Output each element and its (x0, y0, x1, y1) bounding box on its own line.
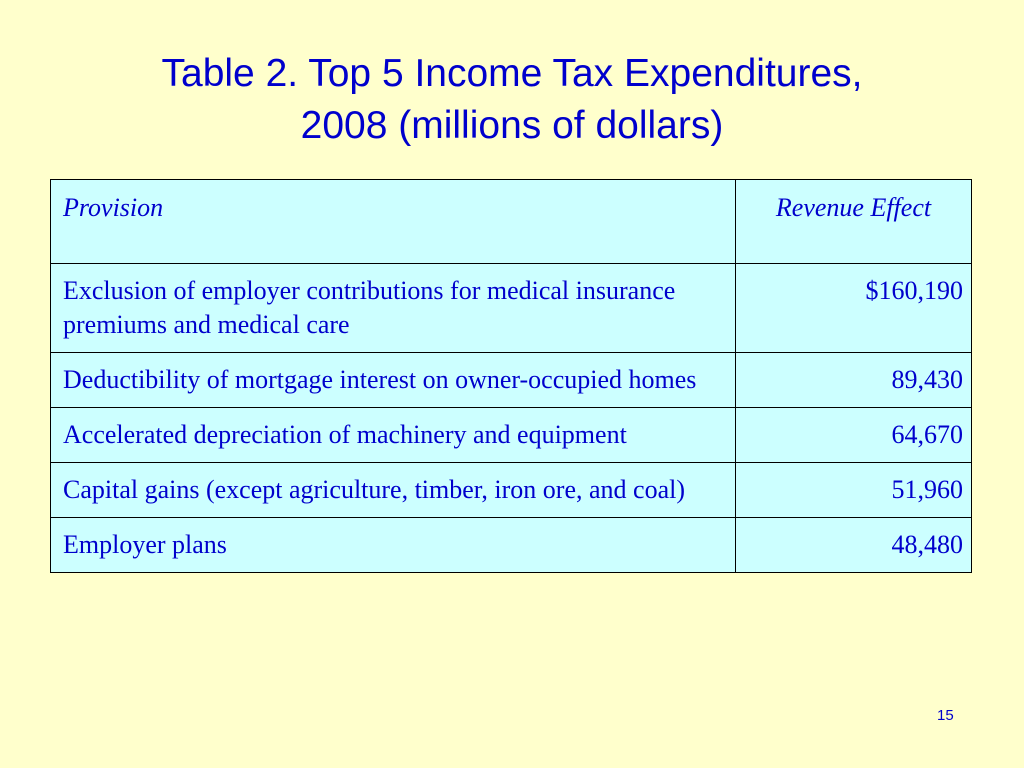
slide-title-line-2: 2008 (millions of dollars) (300, 104, 724, 147)
table-row (51, 353, 972, 408)
row-revenue-effect: 89,430 (736, 353, 972, 408)
row-provision: Accelerated depreciation of machinery and equipment (51, 408, 736, 463)
slide-title (0, 48, 1024, 152)
row-revenue-effect: $160,190 (736, 264, 972, 353)
slide-title-line-1: Table 2. Top 5 Income Tax Expenditures, (161, 52, 863, 95)
table-row (51, 463, 972, 518)
slide-number: 15 (937, 707, 954, 724)
row-revenue-effect: 51,960 (736, 463, 972, 518)
table-row (51, 264, 972, 353)
row-revenue-effect: 48,480 (736, 518, 972, 573)
header-provision: Provision (51, 180, 736, 264)
header-revenue-effect: Revenue Effect (736, 180, 972, 264)
row-provision: Exclusion of employer contributions for medical insurance premiums and medical care (51, 264, 736, 353)
table-row (51, 408, 972, 463)
row-provision: Employer plans (51, 518, 736, 573)
row-revenue-effect: 64,670 (736, 408, 972, 463)
table-header-row (51, 180, 972, 264)
tax-expenditures-table (50, 179, 972, 573)
table-row (51, 518, 972, 573)
row-provision: Capital gains (except agriculture, timber, iron ore, and coal) (51, 463, 736, 518)
row-provision: Deductibility of mortgage interest on owner-occupied homes (51, 353, 736, 408)
